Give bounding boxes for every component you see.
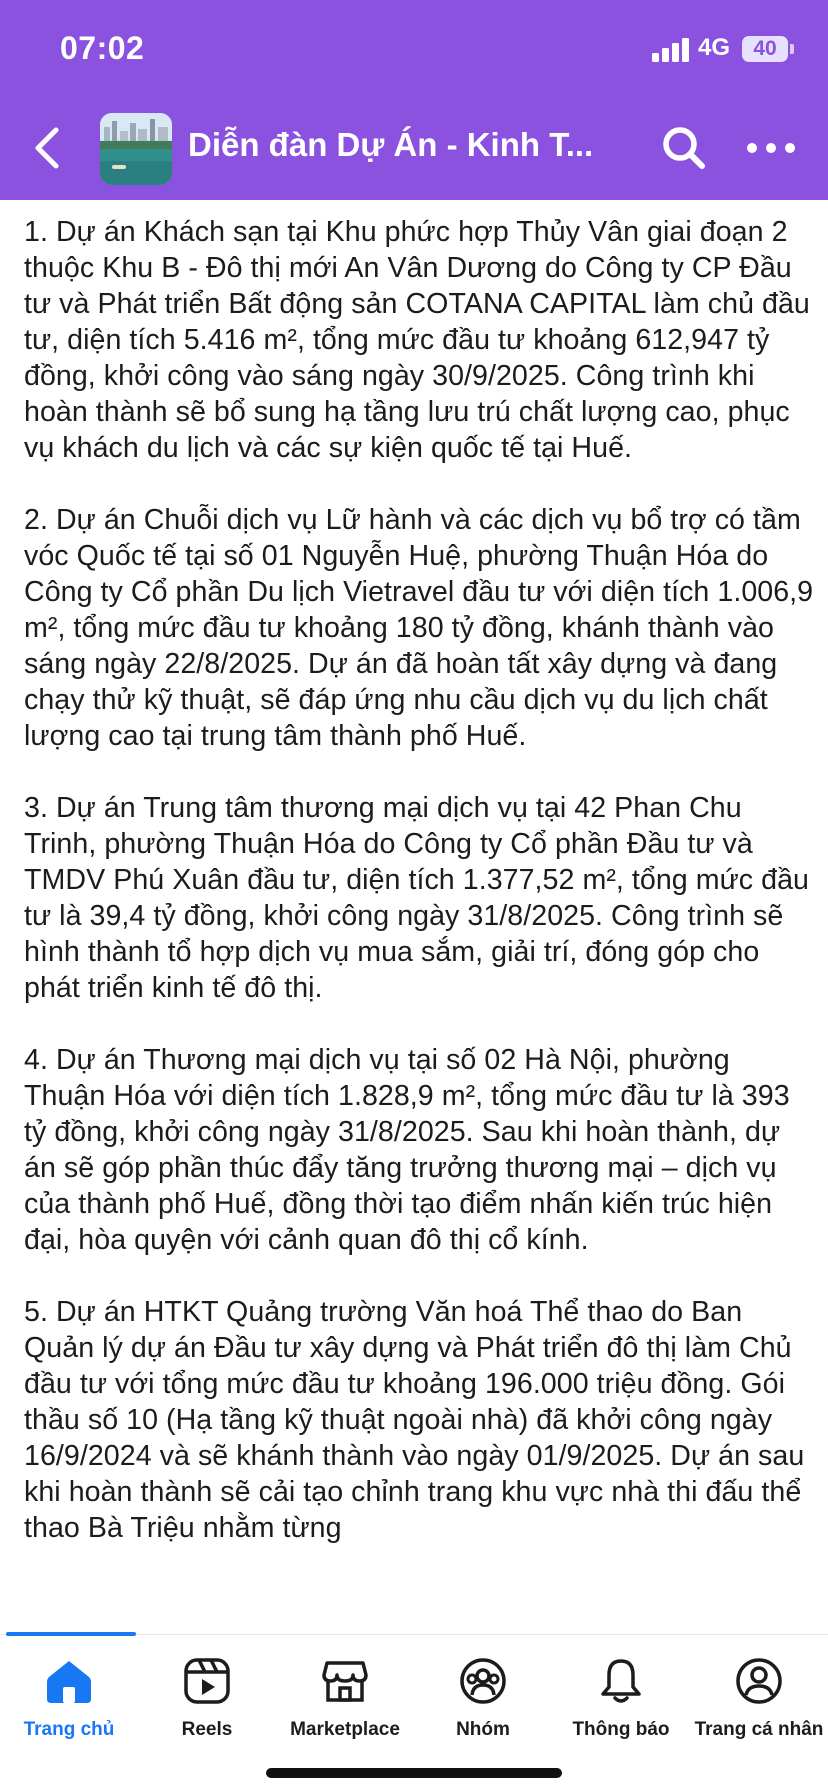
- tab-label: Trang cá nhân: [694, 1719, 824, 1740]
- profile-icon: [735, 1657, 783, 1705]
- tab-label: Trang chủ: [23, 1719, 115, 1740]
- tab-profile[interactable]: [690, 1635, 828, 1755]
- tab-marketplace[interactable]: [276, 1635, 414, 1755]
- tab-label: Nhóm: [456, 1719, 510, 1740]
- bell-icon: [597, 1657, 645, 1705]
- post-content: [24, 214, 814, 1634]
- home-icon: [45, 1657, 93, 1705]
- group-title[interactable]: Diễn đàn Dự Án - Kinh T...: [188, 126, 594, 163]
- post-paragraph: 2. Dự án Chuỗi dịch vụ Lữ hành và các dịch vụ bổ trợ có tầm vóc Quốc tế tại số 01 Nguyễn Huệ, phường Thuận Hóa do Công ty Cổ phần Du lịch Vietravel đầu tư với diện tích 1.006,9 m², tổng mức đầu tư khoảng 180 tỷ đồng, khánh thành vào sáng ngày 22/8/2025. Dự án đã hoàn tất xây dựng và đang chạy thử kỹ thuật, sẽ đáp ứng nhu cầu dịch vụ du lịch chất lượng cao tại trung tâm thành phố Huế.: [24, 504, 814, 752]
- status-time: 07:02: [60, 30, 145, 66]
- post-paragraph: 5. Dự án HTKT Quảng trường Văn hoá Thể thao do Ban Quản lý dự án Đầu tư xây dựng và Phát triển đô thị làm Chủ đầu tư với tổng mức đầu tư khoảng 196.000 triệu đồng. Gói thầu số 10 (Hạ tầng kỹ thuật ngoài nhà) đã khởi công ngày 16/9/2024 và sẽ khánh thành vào ngày 01/9/2025. Dự án sau khi hoàn thành sẽ cải tạo chỉnh trang khu vực nhà thi đấu thể thao Bà Triệu nhằm từng: [24, 1296, 805, 1544]
- tab-reels[interactable]: [138, 1635, 276, 1755]
- tab-groups[interactable]: [414, 1635, 552, 1755]
- tab-label: Marketplace: [290, 1719, 400, 1740]
- status-bar: [0, 0, 828, 100]
- group-avatar[interactable]: [100, 113, 172, 185]
- tab-label: Reels: [181, 1719, 233, 1740]
- search-icon[interactable]: [660, 124, 708, 172]
- tab-home[interactable]: [0, 1635, 138, 1755]
- tab-label: Thông báo: [572, 1719, 670, 1740]
- app-header: [0, 0, 828, 200]
- post-paragraph: 1. Dự án Khách sạn tại Khu phức hợp Thủy Vân giai đoạn 2 thuộc Khu B - Đô thị mới An Vân Dương do Công ty CP Đầu tư và Phát triển Bất động sản COTANA CAPITAL làm chủ đầu tư, diện tích 5.416 m², tổng mức đầu tư khoảng 612,947 tỷ đồng, khởi công vào sáng ngày 30/9/2025. Công trình khi hoàn thành sẽ bổ sung hạ tầng lưu trú chất lượng cao, phục vụ khách du lịch và các sự kiện quốc tế tại Huế.: [24, 216, 810, 464]
- back-arrow-icon[interactable]: [28, 122, 68, 174]
- battery-tip: [790, 44, 794, 54]
- marketplace-icon: [321, 1657, 369, 1705]
- tab-notifications[interactable]: [552, 1635, 690, 1755]
- cellular-signal-icon: [652, 38, 692, 62]
- network-type: 4G: [698, 34, 731, 61]
- post-paragraph: 3. Dự án Trung tâm thương mại dịch vụ tại 42 Phan Chu Trinh, phường Thuận Hóa do Công ty Cổ phần Đầu tư và TMDV Phú Xuân đầu tư, diện tích 1.377,52 m², tổng mức đầu tư là 39,4 tỷ đồng, khởi công ngày 31/8/2025. Công trình sẽ hình thành tổ hợp dịch vụ mua sắm, giải trí, đóng góp cho phát triển kinh tế đô thị.: [24, 792, 809, 1004]
- post-paragraph: 4. Dự án Thương mại dịch vụ tại số 02 Hà Nội, phường Thuận Hóa với diện tích 1.828,9 m², tổng mức đầu tư là 393 tỷ đồng, khởi công ngày 31/8/2025. Sau khi hoàn thành, dự án sẽ góp phần thúc đẩy tăng trưởng thương mại – dịch vụ của thành phố Huế, đồng thời tạo điểm nhấn kiến trúc hiện đại, hòa quyện với cảnh quan đô thị cổ kính.: [24, 1044, 790, 1256]
- more-options-icon[interactable]: [746, 136, 796, 160]
- nav-bar: [0, 100, 828, 200]
- reels-icon: [183, 1657, 231, 1705]
- home-indicator[interactable]: [266, 1768, 562, 1778]
- battery-icon: 40: [742, 36, 788, 62]
- groups-icon: [459, 1657, 507, 1705]
